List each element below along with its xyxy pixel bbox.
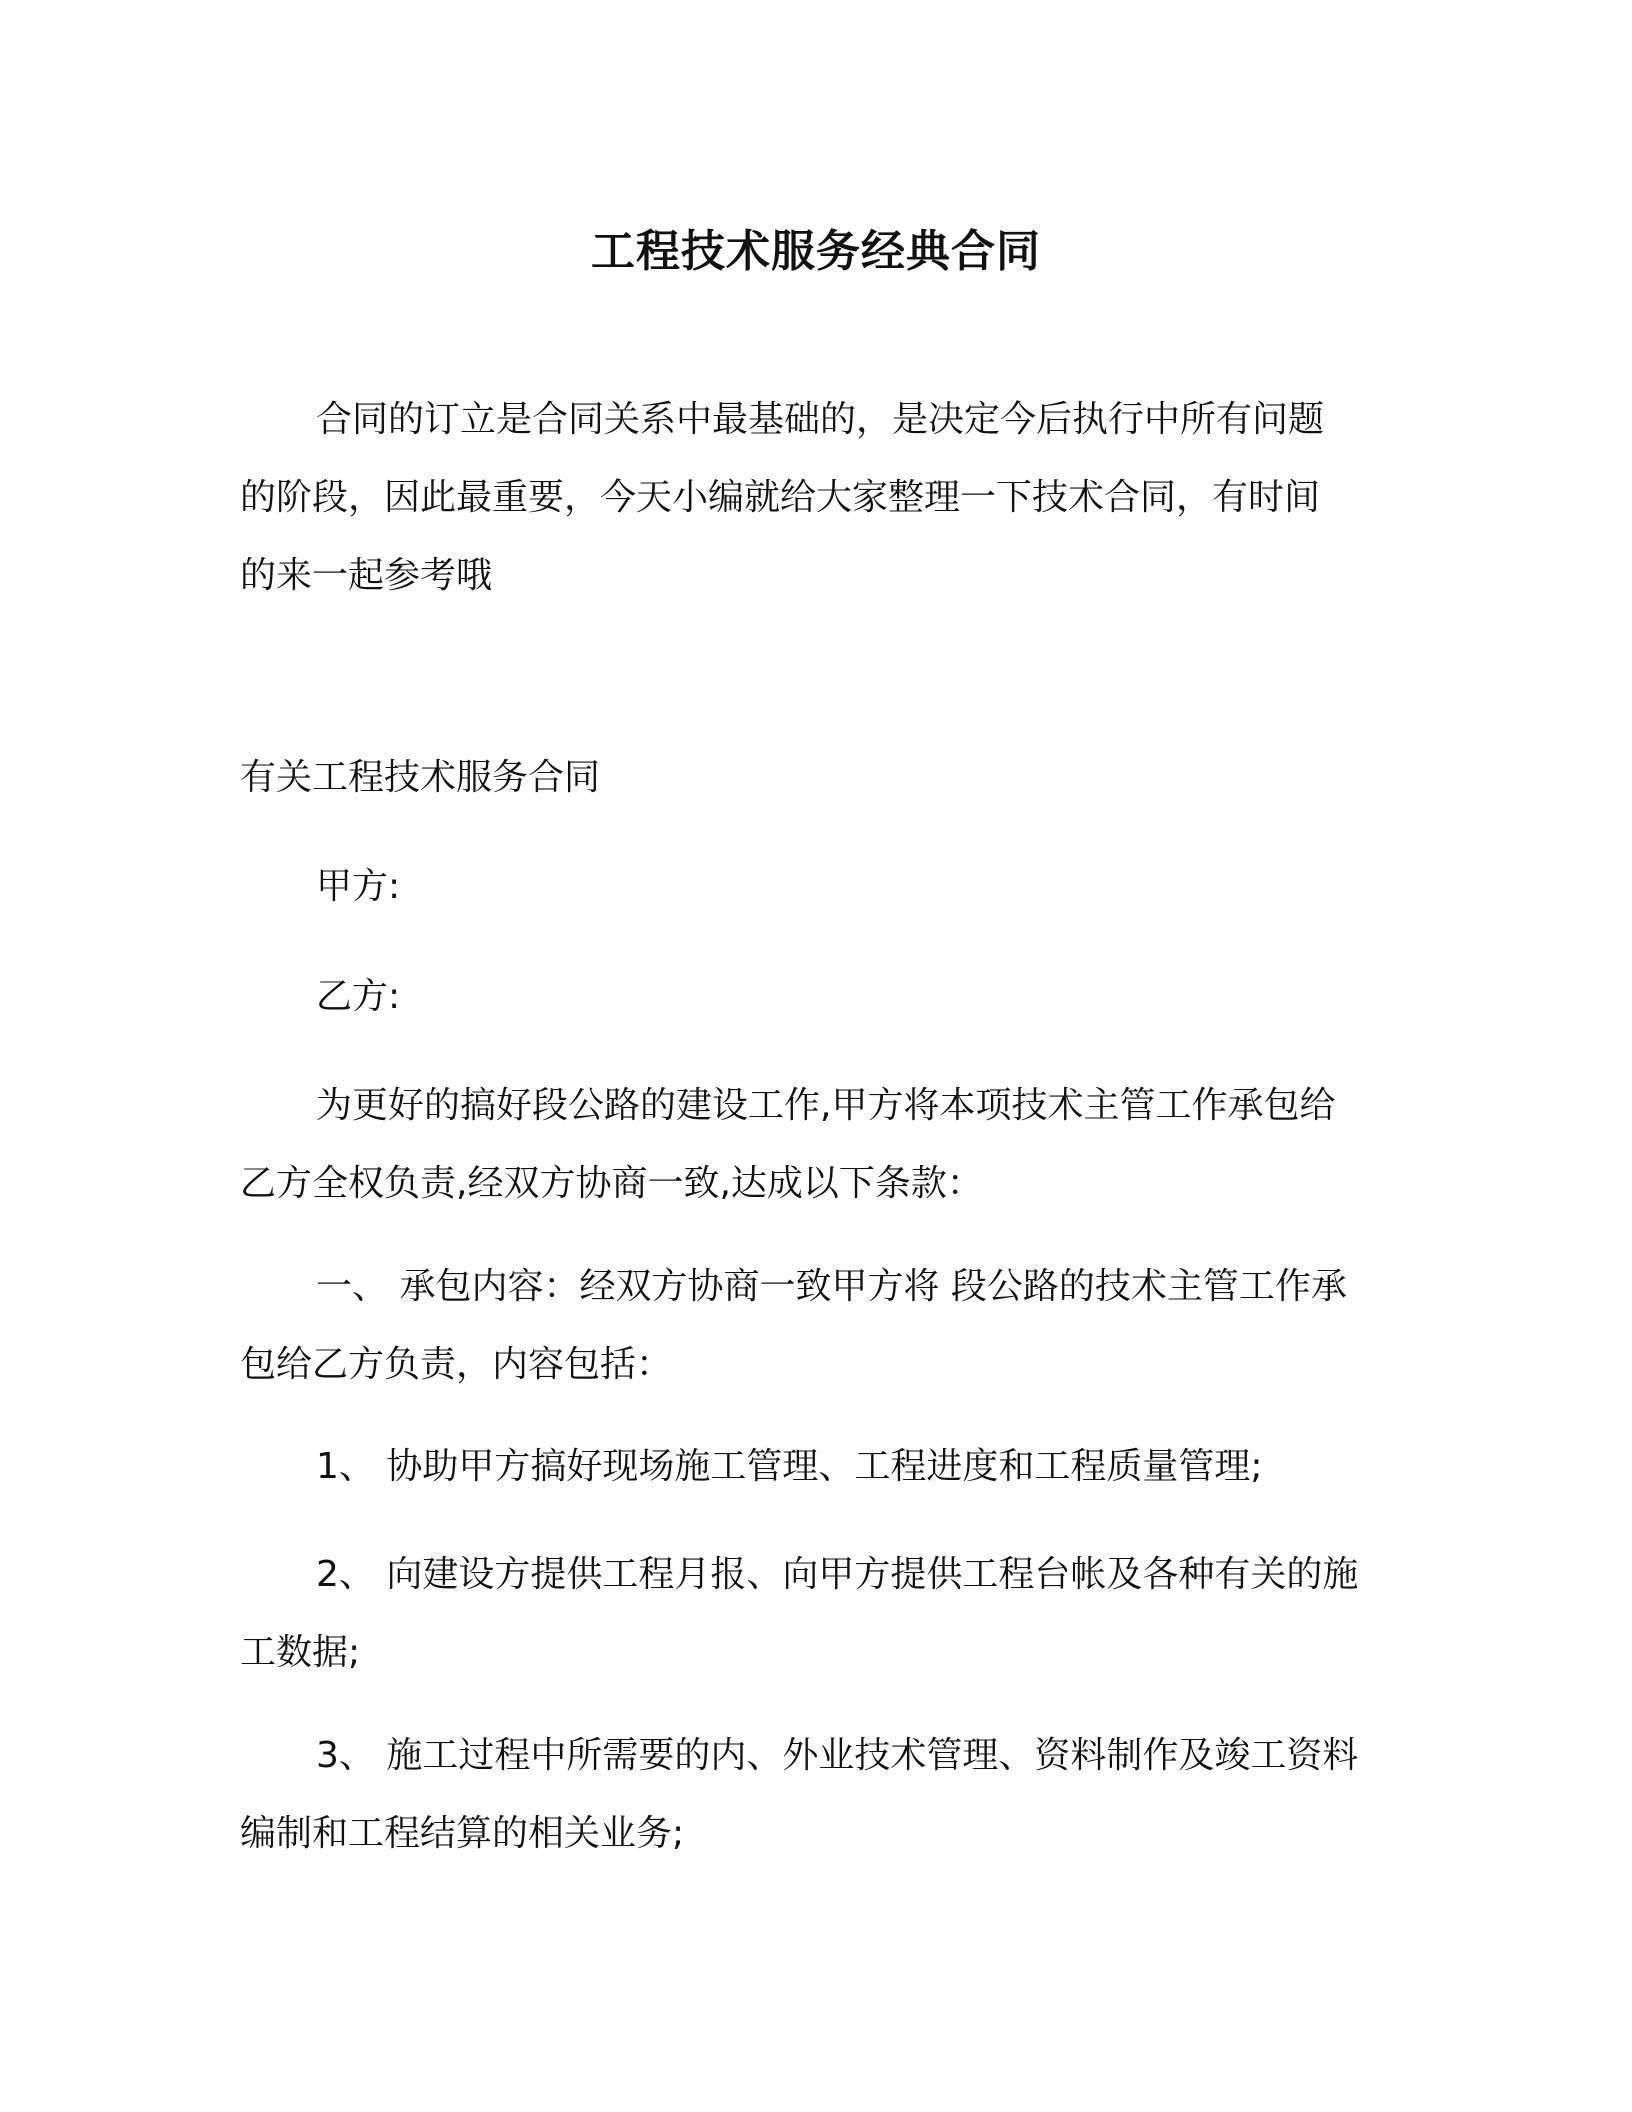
item-1-paragraph (240, 1428, 1400, 1506)
party-b-line (240, 958, 1400, 1036)
item-line: 工数据; (240, 1632, 361, 1673)
item-line: 编制和工程结算的相关业务; (240, 1813, 685, 1854)
party-a-label: 甲方: (316, 866, 401, 907)
intro-paragraph (240, 381, 1400, 615)
item-3-paragraph (240, 1717, 1400, 1873)
item-2-paragraph (240, 1536, 1400, 1692)
party-a-line (240, 848, 1400, 926)
clause-one-line: 包给乙方负责，内容包括： (240, 1344, 673, 1385)
item-line: 2、 向建设方提供工程月报、向甲方提供工程台帐及各种有关的施 (316, 1554, 1359, 1595)
preamble-paragraph (240, 1067, 1400, 1223)
preamble-line: 乙方全权负责,经双方协商一致,达成以下条款： (240, 1163, 983, 1204)
contract-subtitle (240, 739, 1400, 817)
preamble-line: 为更好的搞好段公路的建设工作,甲方将本项技术主管工作承包给 (316, 1085, 1336, 1126)
subtitle-text: 有关工程技术服务合同 (240, 757, 601, 798)
intro-line: 合同的订立是合同关系中最基础的，是决定今后执行中所有问题 (316, 399, 1325, 440)
party-b-label: 乙方: (316, 976, 401, 1017)
item-line: 1、 协助甲方搞好现场施工管理、工程进度和工程质量管理; (316, 1446, 1263, 1487)
clause-one-paragraph (240, 1248, 1400, 1404)
item-line: 3、 施工过程中所需要的内、外业技术管理、资料制作及竣工资料 (316, 1735, 1359, 1776)
clause-one-line: 一、 承包内容：经双方协商一致甲方将 段公路的技术主管工作承 (316, 1266, 1347, 1307)
document-title: 工程技术服务经典合同 (591, 226, 1041, 277)
intro-line: 的阶段，因此最重要，今天小编就给大家整理一下技术合同，有时间 (240, 477, 1321, 518)
intro-line: 的来一起参考哦 (240, 555, 493, 596)
